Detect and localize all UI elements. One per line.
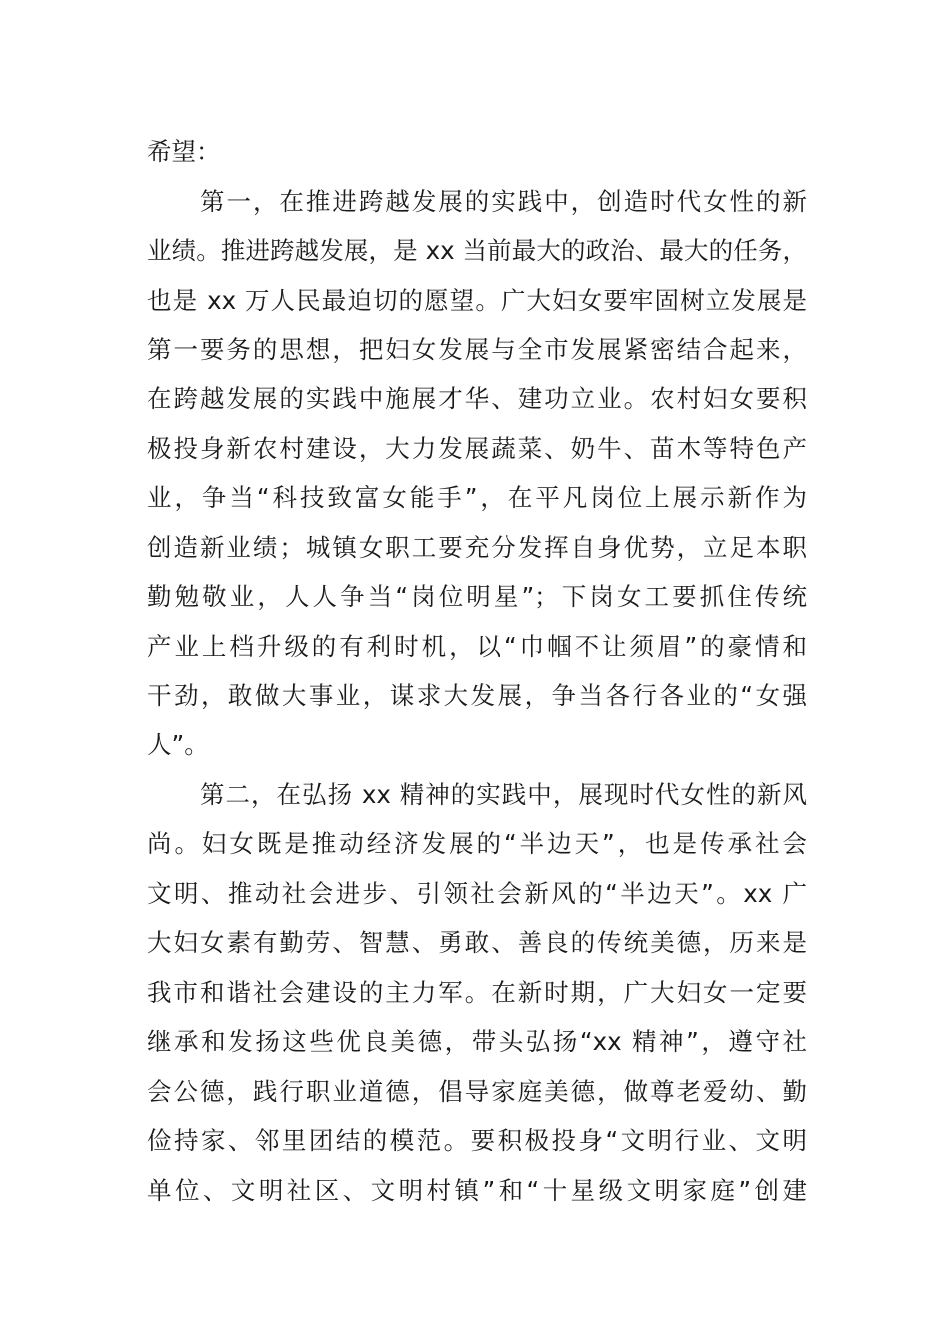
text-line: 极投身新农村建设，大力发展蔬菜、奶牛、苗木等特色产 xyxy=(147,434,807,463)
text-line: 干劲，敢做大事业，谋求大发展，争当各行各业的“女强 xyxy=(147,681,807,710)
text-line: 业绩。推进跨越发展，是 xx 当前最大的政治、最大的任务， xyxy=(147,236,807,265)
text-line: 产业上档升级的有利时机，以“巾帼不让须眉”的豪情和 xyxy=(147,632,807,661)
text-line: 单位、文明社区、文明村镇”和“十星级文明家庭”创建 xyxy=(147,1176,807,1205)
paragraph-last-line: 人”。 xyxy=(147,730,209,759)
text-line: 会公德，践行职业道德，倡导家庭美德，做尊老爱幼、勤 xyxy=(147,1077,807,1106)
text-line: 文明、推动社会进步、引领社会新风的“半边天”。xx 广 xyxy=(147,879,807,908)
paragraph-first-line: 第一，在推进跨越发展的实践中，创造时代女性的新 xyxy=(200,187,807,216)
paragraph-first-line: 第二，在弘扬 xx 精神的实践中，展现时代女性的新风 xyxy=(200,780,807,809)
text-line: 第一要务的思想，把妇女发展与全市发展紧密结合起来， xyxy=(147,335,807,364)
text-line: 希望： xyxy=(147,137,221,166)
text-line: 创造新业绩；城镇女职工要充分发挥自身优势，立足本职 xyxy=(147,533,807,562)
text-line: 继承和发扬这些优良美德，带头弘扬“xx 精神”，遵守社 xyxy=(147,1027,807,1056)
text-line: 大妇女素有勤劳、智慧、勇敢、善良的传统美德，历来是 xyxy=(147,928,807,957)
text-line: 俭持家、邻里团结的模范。要积极投身“文明行业、文明 xyxy=(147,1126,807,1155)
text-line: 也是 xx 万人民最迫切的愿望。广大妇女要牢固树立发展是 xyxy=(147,286,807,315)
text-line: 在跨越发展的实践中施展才华、建功立业。农村妇女要积 xyxy=(147,384,807,413)
text-line: 尚。妇女既是推动经济发展的“半边天”，也是传承社会 xyxy=(147,829,807,858)
text-line: 勤勉敬业，人人争当“岗位明星”；下岗女工要抓住传统 xyxy=(147,582,807,611)
text-line: 我市和谐社会建设的主力军。在新时期，广大妇女一定要 xyxy=(147,978,807,1007)
text-line: 业，争当“科技致富女能手”，在平凡岗位上展示新作为 xyxy=(147,483,807,512)
